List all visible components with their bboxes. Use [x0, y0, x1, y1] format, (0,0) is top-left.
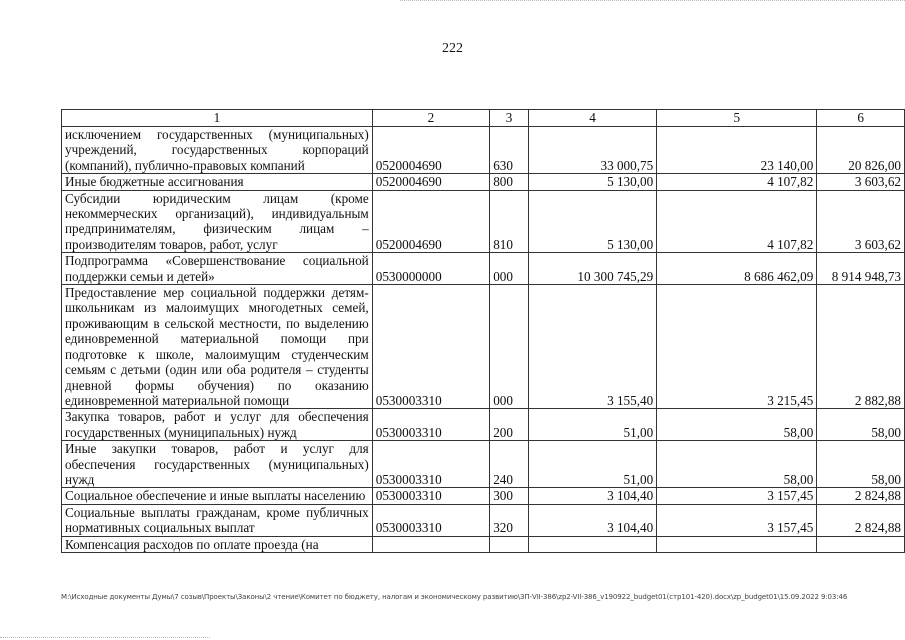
- row-type-cell: [490, 536, 529, 552]
- scan-top-mark: [400, 0, 905, 5]
- row-value-col6: [817, 536, 905, 552]
- row-name-cell: Компенсация расходов по оплате проезда (на: [62, 536, 373, 552]
- header-col-6: 6: [817, 110, 905, 127]
- row-name-cell: Социальные выплаты гражданам, кроме публичных нормативных социальных выплат: [62, 504, 373, 536]
- row-value-col5: [657, 536, 817, 552]
- scan-bottom-mark: [0, 637, 210, 638]
- row-type-cell: 320: [490, 504, 529, 536]
- document-file-path: M:\Исходные документы Думы\7 созыв\Проекты\Законы\2 чтение\Комитет по бюджету, налогам и экономическому развитию\ЗП-VII-386\zp2-VII-386_v190922_budget01(стр101-420).docx\zp_budget01\15.09.2022 9:03:46: [61, 593, 848, 601]
- row-value-col5: 58,00: [657, 409, 817, 441]
- row-code-cell: 0520004690: [372, 190, 489, 253]
- row-value-col6: 2 824,88: [817, 488, 905, 504]
- row-value-col5: 3 157,45: [657, 488, 817, 504]
- row-value-col4: 3 155,40: [528, 285, 656, 409]
- row-type-cell: 810: [490, 190, 529, 253]
- page-number: 222: [442, 41, 463, 56]
- row-name-cell: Субсидии юридическим лицам (кроме некоммерческих организаций), индивидуальным предпринимателям, физическим лицам – производителям товаров, работ, услуг: [62, 190, 373, 253]
- row-value-col4: 3 104,40: [528, 488, 656, 504]
- table-row: [62, 536, 905, 552]
- row-value-col6: 3 603,62: [817, 174, 905, 190]
- budget-table: [61, 109, 905, 553]
- header-col-2: 2: [372, 110, 489, 127]
- row-value-col5: 3 157,45: [657, 504, 817, 536]
- row-value-col5: 23 140,00: [657, 127, 817, 174]
- row-value-col4: 5 130,00: [528, 190, 656, 253]
- row-name-cell: Социальное обеспечение и иные выплаты населению: [62, 488, 373, 504]
- row-value-col6: 3 603,62: [817, 190, 905, 253]
- header-col-4: 4: [528, 110, 656, 127]
- row-value-col6: 8 914 948,73: [817, 253, 905, 285]
- row-code-cell: [372, 536, 489, 552]
- row-type-cell: 300: [490, 488, 529, 504]
- row-value-col6: 58,00: [817, 409, 905, 441]
- table-row: [62, 285, 905, 409]
- table-row: [62, 441, 905, 488]
- row-type-cell: 000: [490, 285, 529, 409]
- row-name-cell: Подпрограмма «Совершенствование социальной поддержки семьи и детей»: [62, 253, 373, 285]
- row-value-col5: 3 215,45: [657, 285, 817, 409]
- table-row: [62, 190, 905, 253]
- row-type-cell: 240: [490, 441, 529, 488]
- row-value-col4: 10 300 745,29: [528, 253, 656, 285]
- table-header-row: [62, 110, 905, 127]
- row-code-cell: 0530003310: [372, 285, 489, 409]
- row-code-cell: 0520004690: [372, 127, 489, 174]
- table-row: [62, 504, 905, 536]
- row-code-cell: 0530003310: [372, 488, 489, 504]
- table-row: [62, 488, 905, 504]
- row-value-col5: 8 686 462,09: [657, 253, 817, 285]
- row-type-cell: 800: [490, 174, 529, 190]
- row-value-col4: 5 130,00: [528, 174, 656, 190]
- row-value-col6: 2 824,88: [817, 504, 905, 536]
- row-name-cell: Иные закупки товаров, работ и услуг для обеспечения государственных (муниципальных) нужд: [62, 441, 373, 488]
- row-value-col4: 51,00: [528, 409, 656, 441]
- header-col-5: 5: [657, 110, 817, 127]
- row-name-cell: Предоставление мер социальной поддержки детям-школьникам из малоимущих многодетных семей, проживающим в сельской местности, по выделению единовременной материальной помощи при подготовке к школе, малоимущим студенческим семьям с детьми (один или оба родителя – студенты дневной формы обучения) по оказанию единовременной материальной помощи: [62, 285, 373, 409]
- row-value-col5: 4 107,82: [657, 190, 817, 253]
- row-code-cell: 0530003310: [372, 504, 489, 536]
- row-value-col6: 58,00: [817, 441, 905, 488]
- row-type-cell: 630: [490, 127, 529, 174]
- table-row: [62, 127, 905, 174]
- table-row: [62, 409, 905, 441]
- row-code-cell: 0530000000: [372, 253, 489, 285]
- row-value-col6: 20 826,00: [817, 127, 905, 174]
- row-type-cell: 200: [490, 409, 529, 441]
- row-code-cell: 0530003310: [372, 409, 489, 441]
- row-value-col4: 33 000,75: [528, 127, 656, 174]
- row-value-col6: 2 882,88: [817, 285, 905, 409]
- row-value-col4: 51,00: [528, 441, 656, 488]
- row-value-col5: 58,00: [657, 441, 817, 488]
- row-value-col4: 3 104,40: [528, 504, 656, 536]
- table-row: [62, 253, 905, 285]
- row-code-cell: 0530003310: [372, 441, 489, 488]
- row-value-col4: [528, 536, 656, 552]
- header-col-3: 3: [490, 110, 529, 127]
- row-value-col5: 4 107,82: [657, 174, 817, 190]
- row-name-cell: исключением государственных (муниципальных) учреждений, государственных корпораций (компаний), публично-правовых компаний: [62, 127, 373, 174]
- table-row: [62, 174, 905, 190]
- row-code-cell: 0520004690: [372, 174, 489, 190]
- row-name-cell: Закупка товаров, работ и услуг для обеспечения государственных (муниципальных) нужд: [62, 409, 373, 441]
- header-col-1: 1: [62, 110, 373, 127]
- row-name-cell: Иные бюджетные ассигнования: [62, 174, 373, 190]
- row-type-cell: 000: [490, 253, 529, 285]
